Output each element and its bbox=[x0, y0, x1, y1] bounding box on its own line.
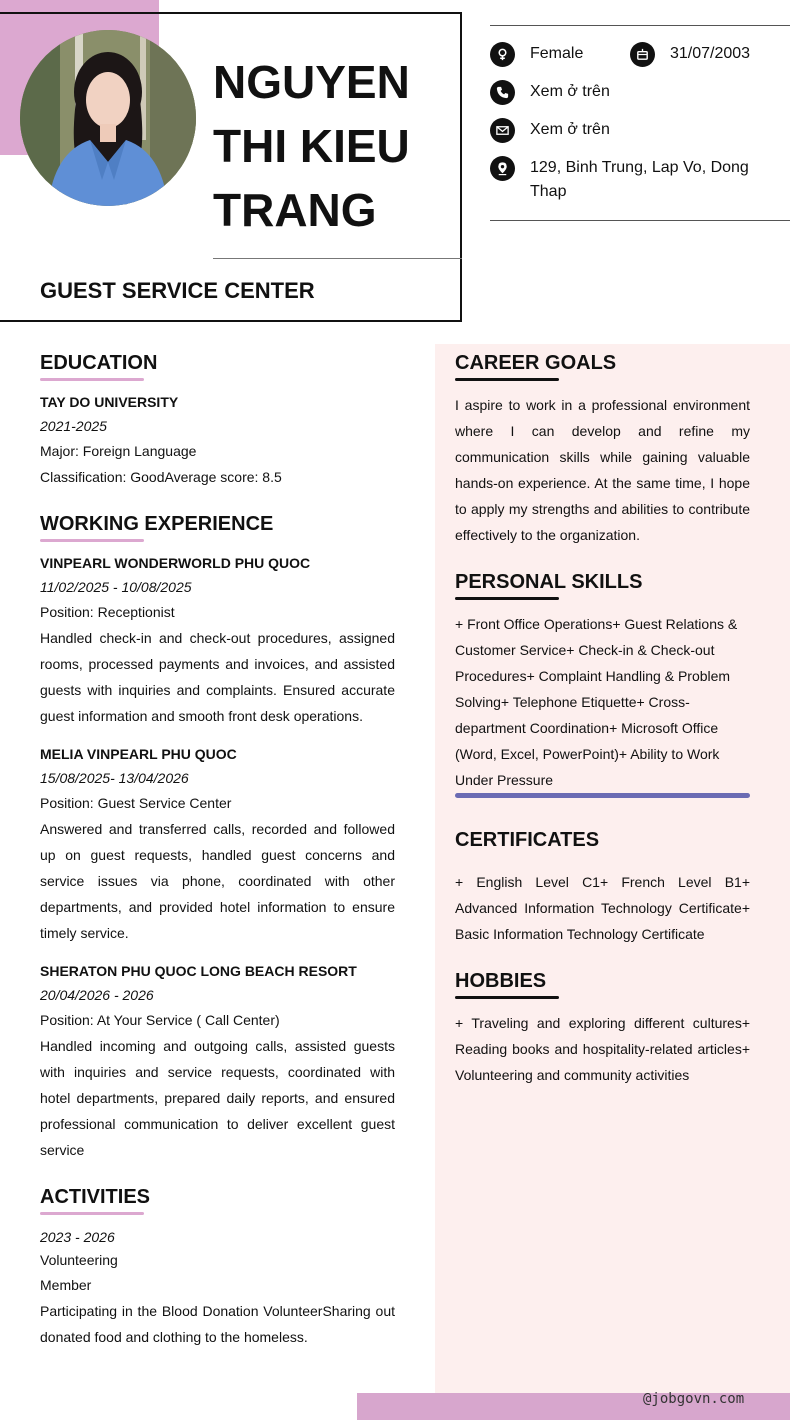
candidate-name: NGUYEN THI KIEU TRANG bbox=[213, 56, 410, 236]
email-value: Xem ở trên bbox=[530, 121, 610, 138]
job-period: 20/04/2026 - 2026 bbox=[40, 987, 154, 1003]
profile-photo bbox=[20, 30, 196, 206]
contact-birthdate bbox=[630, 42, 750, 67]
career-goals-text: I aspire to work in a professional environment where I can develop and refine my communication skills while gaining valuable hands-on experience. At the same time, I hope to apply my strengths and abilities to contribute effectively to the organization. bbox=[455, 397, 750, 543]
certificates-text: + English Level C1+ French Level B1+ Advanced Information Technology Certificate+ Basic Information Technology Certificate bbox=[455, 874, 750, 942]
job-period: 11/02/2025 - 10/08/2025 bbox=[40, 579, 192, 595]
education-period: 2021-2025 bbox=[40, 418, 107, 434]
location-icon bbox=[490, 156, 515, 181]
activities-title: ACTIVITIES bbox=[40, 1186, 151, 1208]
hobbies-title: HOBBIES bbox=[455, 970, 547, 992]
activity-description: Participating in the Blood Donation VolunteerSharing out donated food and clothing to the homeless. bbox=[40, 1303, 395, 1345]
job-title: GUEST SERVICE CENTER bbox=[40, 278, 315, 303]
education-major: Major: Foreign Language bbox=[40, 443, 197, 459]
job-description: Handled check-in and check-out procedures, assigned rooms, processed payments and invoices, and assisted guests with inquiries and complaints. Ensured accurate guest information and smooth front desk operations. bbox=[40, 630, 395, 724]
job-position: Position: Receptionist bbox=[40, 604, 175, 620]
contact-phone bbox=[490, 80, 610, 105]
job-company: VINPEARL WONDERWORLD PHU QUOC bbox=[40, 555, 311, 571]
name-divider bbox=[213, 258, 462, 259]
education-title: EDUCATION bbox=[40, 352, 158, 374]
phone-icon bbox=[490, 80, 515, 105]
experience-title: WORKING EXPERIENCE bbox=[40, 513, 274, 535]
contact-address bbox=[490, 156, 750, 204]
job-company: SHERATON PHU QUOC LONG BEACH RESORT bbox=[40, 963, 357, 979]
hobbies-text: + Traveling and exploring different cultures+ Reading books and hospitality-related articles+ Volunteering and community activities bbox=[455, 1015, 750, 1083]
phone-value: Xem ở trên bbox=[530, 83, 610, 100]
education-underline bbox=[40, 378, 144, 381]
skills-level-bar bbox=[455, 793, 750, 798]
activity-period: 2023 - 2026 bbox=[40, 1229, 115, 1245]
education-school: TAY DO UNIVERSITY bbox=[40, 394, 179, 410]
contact-email bbox=[490, 118, 610, 143]
skills-underline bbox=[455, 597, 559, 600]
certificates-title: CERTIFICATES bbox=[455, 829, 600, 851]
birthdate-value: 31/07/2003 bbox=[670, 45, 751, 62]
skills-title: PERSONAL SKILLS bbox=[455, 571, 643, 593]
skills-text: + Front Office Operations+ Guest Relations & Customer Service+ Check-in & Check-out Procedures+ Complaint Handling & Problem Solving+ Telephone Etiquette+ Cross-department Coordination+ Microsoft Office (Word, Excel, PowerPoint)+ Ability to Work Under Pressure bbox=[455, 616, 738, 788]
watermark: @jobgovn.com bbox=[643, 1391, 745, 1407]
activities-underline bbox=[40, 1212, 144, 1215]
gender-icon bbox=[490, 42, 515, 67]
job-description: Handled incoming and outgoing calls, assisted guests with inquiries and service requests, coordinated with hotel departments, prepared daily reports, and ensured professional communication to deliver excellent guest service bbox=[40, 1038, 395, 1158]
address-value: 129, Binh Trung, Lap Vo, Dong Thap bbox=[530, 159, 749, 200]
experience-underline bbox=[40, 539, 144, 542]
gender-value: Female bbox=[530, 45, 584, 62]
job-company: MELIA VINPEARL PHU QUOC bbox=[40, 746, 237, 762]
job-position: Position: Guest Service Center bbox=[40, 795, 232, 811]
activity-organization: Volunteering bbox=[40, 1252, 118, 1268]
job-position: Position: At Your Service ( Call Center) bbox=[40, 1012, 280, 1028]
contact-gender bbox=[490, 42, 583, 67]
career-goals-title: CAREER GOALS bbox=[455, 352, 617, 374]
birthday-icon bbox=[630, 42, 655, 67]
education-classification: Classification: GoodAverage score: 8.5 bbox=[40, 469, 282, 485]
job-period: 15/08/2025- 13/04/2026 bbox=[40, 770, 189, 786]
career-goals-underline bbox=[455, 378, 559, 381]
activity-role: Member bbox=[40, 1277, 92, 1293]
job-description: Answered and transferred calls, recorded and followed up on guest requests, handled guest concerns and service issues via phone, coordinated with other departments, and provided hotel information to ensure timely service. bbox=[40, 821, 395, 941]
hobbies-underline bbox=[455, 996, 559, 999]
email-icon bbox=[490, 118, 515, 143]
